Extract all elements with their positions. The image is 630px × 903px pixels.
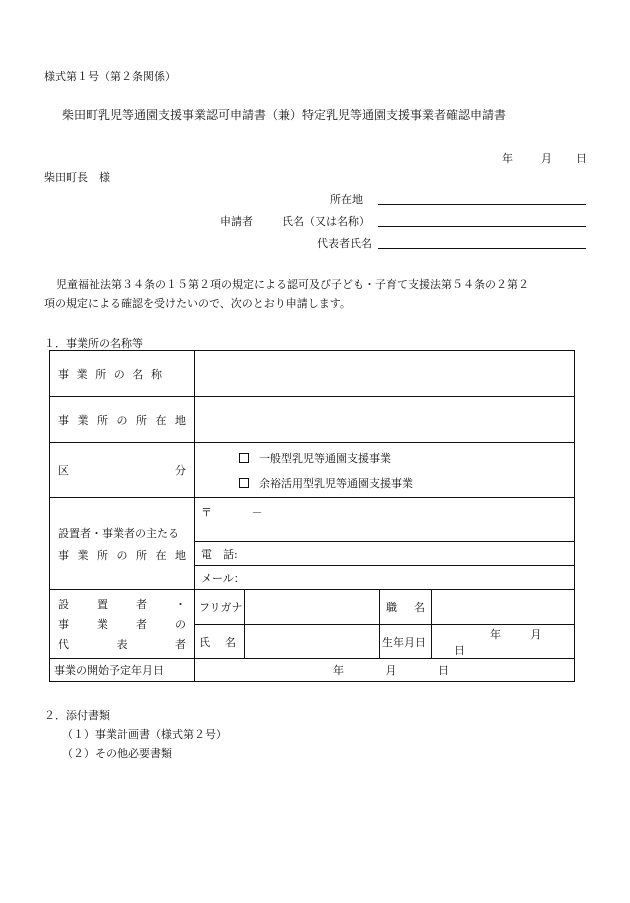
category-row xyxy=(50,443,575,498)
facility-table xyxy=(49,350,575,682)
representative-field[interactable] xyxy=(378,248,586,249)
postal-field[interactable] xyxy=(195,498,575,542)
start-year: 年 xyxy=(333,664,344,677)
rep-name-field[interactable] xyxy=(245,625,380,659)
postal-dash: － xyxy=(251,506,263,519)
checkbox-icon[interactable] xyxy=(239,453,249,463)
position-field[interactable] xyxy=(432,590,575,625)
facility-name-row xyxy=(50,351,575,397)
facility-name-label: 事 業 所 の 名 称 xyxy=(50,351,195,397)
checkbox-icon[interactable] xyxy=(239,478,249,488)
category-option-surplus[interactable]: 余裕活用型乳児等通園支援事業 xyxy=(239,475,574,491)
body-line-1: 児童福祉法第３４条の１５第２項の規定による認可及び子ども・子育て支援法第５４条の２第２ xyxy=(56,278,529,291)
date-month: 月 xyxy=(541,152,552,165)
start-day: 日 xyxy=(438,664,449,677)
representative-label: 代表者氏名 xyxy=(317,237,372,250)
main-office-label: 設置者・事業者の主たる 事 業 所 の 所 在 地 xyxy=(50,498,195,590)
furigana-label: フリガナ xyxy=(195,590,245,625)
attachment-item-2: （２）その他必要書類 xyxy=(62,747,172,760)
start-date-label: 事業の開始予定年月日 xyxy=(50,659,195,682)
start-date-row xyxy=(50,659,575,682)
name-label: 氏名（又は名称） xyxy=(282,215,370,228)
attachment-item-1: （１）事業計画書（様式第２号） xyxy=(62,728,227,741)
facility-address-field[interactable] xyxy=(195,397,575,443)
section2-heading: ２．添付書類 xyxy=(44,709,110,722)
document-title: 柴田町乳児等通園支援事業認可申請書（兼）特定乳児等通園支援事業者確認申請書 xyxy=(62,108,507,122)
birth-year: 年 xyxy=(490,627,501,641)
date-day: 日 xyxy=(576,152,587,165)
furigana-field[interactable] xyxy=(245,590,380,625)
applicant-label: 申請者 xyxy=(220,215,253,228)
mail-field[interactable] xyxy=(195,566,575,590)
postal-row xyxy=(50,498,575,542)
category-label: 区 分 xyxy=(50,443,195,498)
representative-row-label: 設 置 者 ・ 事 業 者 の 代 表 者 xyxy=(50,590,195,659)
category-option-general[interactable]: 一般型乳児等通園支援事業 xyxy=(239,450,574,466)
section1-heading: １．事業所の名称等 xyxy=(44,337,143,350)
start-month: 月 xyxy=(385,664,397,677)
birth-day: 日 xyxy=(454,643,465,657)
category-options xyxy=(195,443,575,498)
facility-name-field[interactable] xyxy=(195,351,575,397)
birth-field[interactable] xyxy=(432,625,575,659)
rep-name-label: 氏 名 xyxy=(195,625,245,659)
start-date-field[interactable] xyxy=(195,659,575,682)
position-label: 職 名 xyxy=(380,590,432,625)
mail-label: メール： xyxy=(201,571,245,585)
facility-address-label: 事 業 所 の 所 在 地 xyxy=(50,397,195,443)
birth-label: 生年月日 xyxy=(380,625,432,659)
phone-field[interactable] xyxy=(195,542,575,566)
phone-label: 電 話: xyxy=(201,547,238,561)
furigana-row xyxy=(50,590,575,625)
date-year: 年 xyxy=(502,152,513,165)
facility-address-row xyxy=(50,397,575,443)
form-number: 様式第１号（第２条関係） xyxy=(44,70,176,83)
postal-mark: 〒 xyxy=(201,506,212,519)
name-field[interactable] xyxy=(378,226,586,227)
body-line-2: 項の規定による確認を受けたいので、次のとおり申請します。 xyxy=(44,297,351,310)
birth-month: 月 xyxy=(530,627,542,641)
address-label: 所在地 xyxy=(330,193,363,206)
address-field[interactable] xyxy=(378,204,586,205)
addressee: 柴田町長 様 xyxy=(44,171,110,184)
